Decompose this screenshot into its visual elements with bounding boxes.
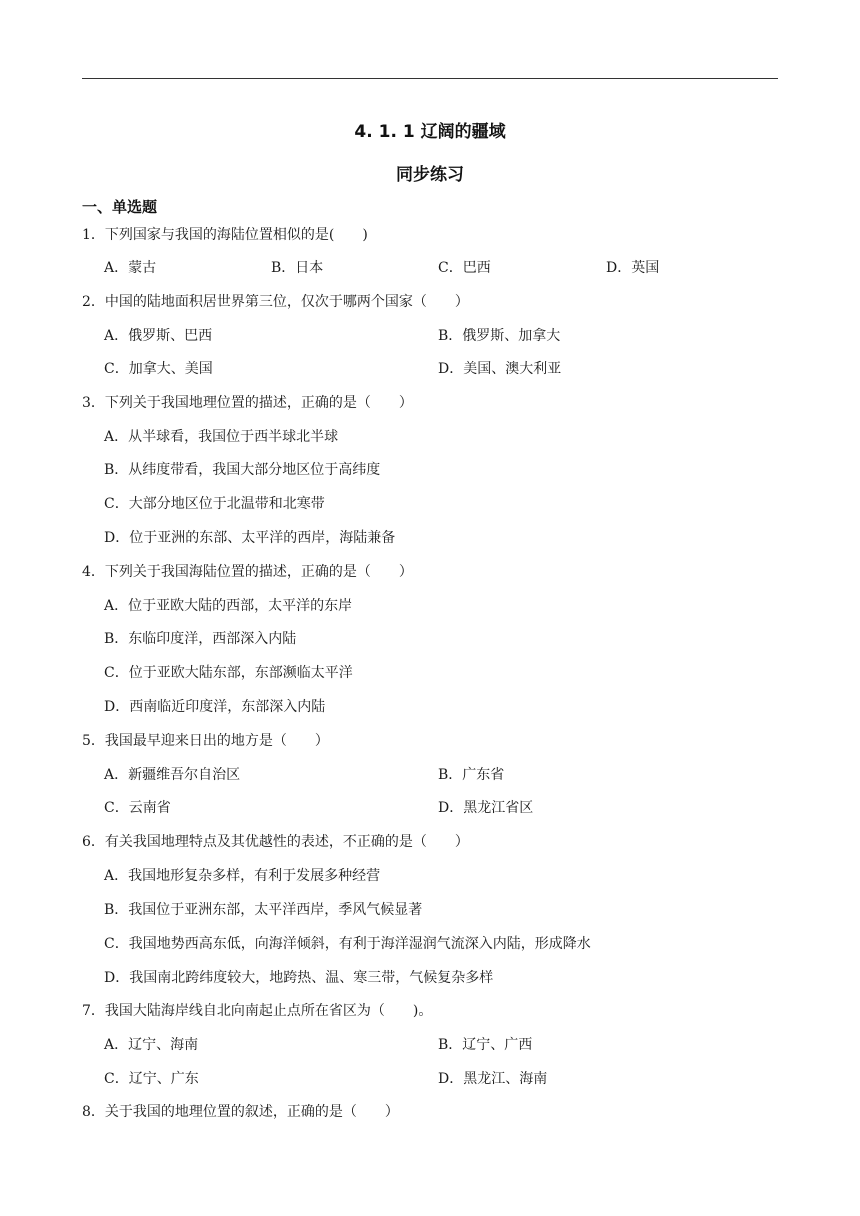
question-3-option-a: A．从半球看，我国位于西半球北半球: [104, 429, 339, 445]
question-3-option-c: C．大部分地区位于北温带和北寒带: [104, 496, 325, 512]
question-3-option-d: D．位于亚洲的东部、太平洋的西岸，海陆兼备: [104, 530, 396, 546]
question-4-option-d: D．西南临近印度洋，东部深入内陆: [104, 699, 326, 715]
question-7-option-d: D．黑龙江、海南: [438, 1071, 548, 1087]
question-7-option-b: B．辽宁、广西: [438, 1037, 533, 1053]
question-2-option-c: C．加拿大、美国: [104, 361, 213, 377]
question-3-stem: 3．下列关于我国地理位置的描述，正确的是（ ）: [82, 395, 413, 411]
question-1-option-d: D．英国: [606, 260, 660, 276]
question-2-option-d: D．美国、澳大利亚: [438, 361, 562, 377]
question-5-stem: 5．我国最早迎来日出的地方是（ ）: [82, 733, 329, 749]
question-6-option-b: B．我国位于亚洲东部，太平洋西岸，季风气候显著: [104, 902, 423, 918]
question-5-option-a: A．新疆维吾尔自治区: [104, 767, 241, 783]
question-2-stem: 2．中国的陆地面积居世界第三位，仅次于哪两个国家（ ）: [82, 294, 469, 310]
question-5-option-b: B．广东省: [438, 767, 505, 783]
document-title: 4. 1. 1 辽阔的疆域: [354, 122, 506, 142]
question-1-option-b: B．日本: [271, 260, 324, 276]
question-7-stem: 7．我国大陆海岸线自北向南起止点所在省区为（ )。: [82, 1003, 433, 1019]
question-5-option-d: D．黑龙江省区: [438, 800, 534, 816]
question-6-option-a: A．我国地形复杂多样，有利于发展多种经营: [104, 868, 381, 884]
question-1-option-c: C．巴西: [438, 260, 491, 276]
header-rule: [82, 78, 778, 79]
question-2-option-a: A．俄罗斯、巴西: [104, 328, 213, 344]
question-1-option-a: A．蒙古: [104, 260, 157, 276]
question-7-option-a: A．辽宁、海南: [104, 1037, 199, 1053]
question-4-stem: 4．下列关于我国海陆位置的描述，正确的是（ ）: [82, 564, 413, 580]
section-heading: 一、单选题: [82, 198, 158, 216]
question-4-option-a: A．位于亚欧大陆的西部，太平洋的东岸: [104, 598, 353, 614]
question-3-option-b: B．从纬度带看，我国大部分地区位于高纬度: [104, 462, 381, 478]
question-4-option-b: B．东临印度洋，西部深入内陆: [104, 631, 297, 647]
question-5-option-c: C．云南省: [104, 800, 171, 816]
question-7-option-c: C．辽宁、广东: [104, 1071, 199, 1087]
question-2-option-b: B．俄罗斯、加拿大: [438, 328, 561, 344]
document-subtitle: 同步练习: [396, 165, 464, 185]
question-6-option-d: D．我国南北跨纬度较大，地跨热、温、寒三带，气候复杂多样: [104, 970, 494, 986]
question-6-stem: 6．有关我国地理特点及其优越性的表述，不正确的是（ ）: [82, 834, 469, 850]
question-8-stem: 8．关于我国的地理位置的叙述，正确的是（ ）: [82, 1104, 399, 1120]
question-4-option-c: C．位于亚欧大陆东部，东部濒临太平洋: [104, 665, 353, 681]
question-6-option-c: C．我国地势西高东低，向海洋倾斜，有利于海洋湿润气流深入内陆，形成降水: [104, 936, 591, 952]
question-1-stem: 1．下列国家与我国的海陆位置相似的是( ): [82, 227, 368, 243]
